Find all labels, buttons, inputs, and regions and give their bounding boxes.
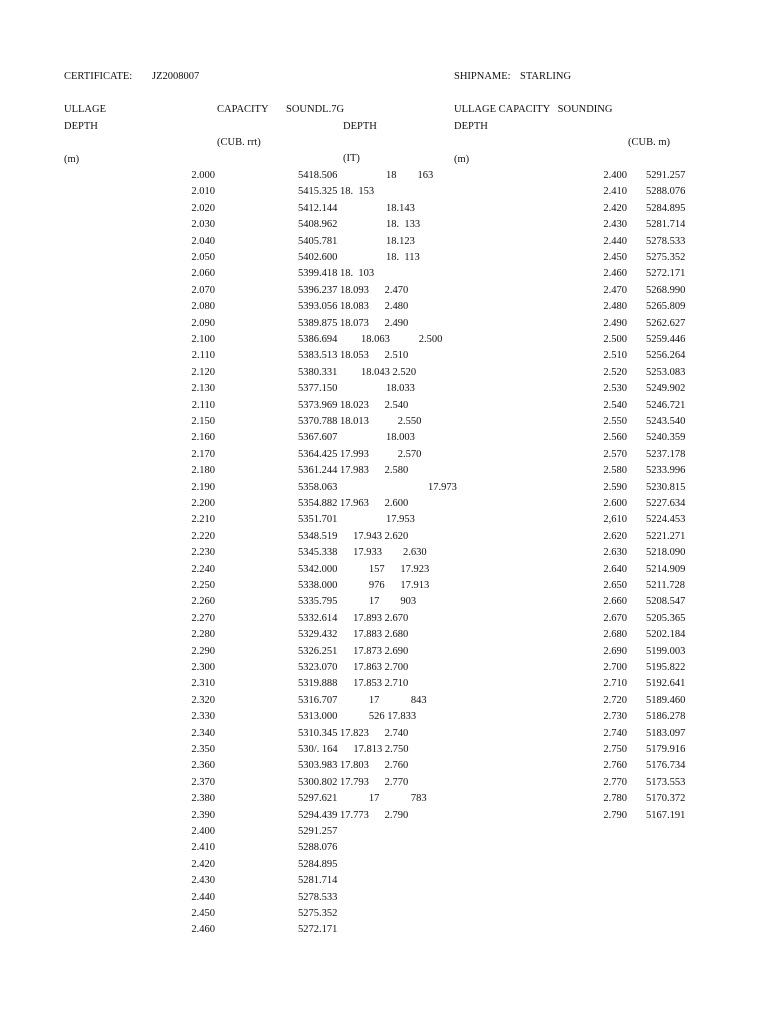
left-capacity-value: 5291.257 — [298, 826, 338, 837]
right-capacity-value: 5268.990 — [646, 284, 686, 296]
right-capacity-value: 5186.278 — [646, 711, 686, 723]
left-ullage-value: 2.110 — [191, 399, 215, 411]
right-ullage-value: 2.730 — [603, 711, 627, 723]
sounding-depth-header: DEPTH — [343, 121, 377, 132]
right-capacity-value: 5262.627 — [646, 317, 686, 329]
left-capacity-value: 5278.533 — [298, 891, 338, 903]
right-capacity-value: 5281.714 — [646, 219, 686, 231]
right-capacity-value: 5176.734 — [646, 760, 686, 772]
left-capacity-value: 5383.513 18.053 2.510 — [298, 350, 409, 362]
left-capacity-value: 5319.888 17.853 2.710 — [298, 678, 409, 690]
right-capacity-value: 5272.171 — [646, 268, 686, 280]
left-capacity-value: 5361.244 17.983 2.580 — [298, 465, 409, 477]
right-ullage-value: 2.490 — [603, 317, 627, 329]
right-capacity-value: 5253.083 — [646, 366, 686, 378]
left-ullage-value: 2.260 — [191, 596, 215, 608]
left-sounding-value: 18.033 — [386, 383, 415, 395]
left-ullage-value: 2.460 — [191, 924, 215, 936]
left-capacity-value: 5303.983 17.803 2.760 — [298, 760, 409, 772]
left-ullage-value: 2.000 — [191, 170, 215, 181]
right-ullage-value: 2.450 — [603, 252, 627, 263]
right-capacity-value: 5192.641 — [646, 678, 686, 690]
right-ullage-value: 2.400 — [603, 170, 627, 181]
right-capacity-value: 5288.076 — [646, 186, 686, 198]
left-ullage-value: 2.410 — [191, 842, 215, 854]
left-ullage-value: 2.200 — [191, 498, 215, 509]
left-ullage-value: 2.010 — [191, 186, 215, 198]
right-ullage-value: 2.680 — [603, 629, 627, 641]
right-ullage-value: 2.460 — [603, 268, 627, 280]
left-ullage-value: 2.390 — [191, 809, 215, 821]
right-ullage-value: 2.620 — [603, 530, 627, 542]
left-capacity-value: 5396.237 18.093 2.470 — [298, 284, 409, 296]
shipname-value: STARLING — [520, 71, 572, 82]
left-sounding-value: 18 163 — [386, 170, 434, 181]
right-ullage-value: 2.410 — [603, 186, 627, 198]
right-ullage-value: 2.760 — [603, 760, 627, 772]
right-ullage-value: 2.600 — [603, 498, 627, 509]
right-capacity-value: 5205.365 — [646, 612, 686, 624]
right-capacity-value: 5291.257 — [646, 170, 686, 181]
right-capacity-value: 5179.916 — [646, 744, 686, 755]
left-ullage-value: 2.160 — [191, 432, 215, 444]
certificate-number: JZ2008007 — [152, 71, 200, 82]
left-ullage-value: 2.450 — [191, 908, 215, 919]
left-capacity-value: 5354.882 17.963 2.600 — [298, 498, 409, 509]
left-sounding-value: 18.143 — [386, 202, 415, 214]
right-capacity-value: 5265.809 — [646, 301, 686, 313]
right-ullage-value: 2.560 — [603, 432, 627, 444]
left-capacity-value: 5281.714 — [298, 875, 338, 887]
left-ullage-value: 2.420 — [191, 858, 215, 870]
right-column-headers: ULLAGE CAPACITY SOUNDING — [454, 104, 613, 115]
right-capacity-value: 5237.178 — [646, 448, 686, 460]
left-ullage-value: 2.150 — [191, 416, 215, 427]
right-ullage-value: 2.420 — [603, 202, 627, 214]
left-capacity-value: 5358.063 — [298, 481, 338, 493]
left-capacity-value: 5412.144 — [298, 202, 338, 214]
left-sounding-value: 17.973 — [386, 481, 457, 493]
left-ullage-value: 2.340 — [191, 727, 215, 739]
right-ullage-value: 2.710 — [603, 678, 627, 690]
right-capacity-value: 5227.634 — [646, 498, 686, 509]
right-ullage-value: 2.440 — [603, 235, 627, 247]
left-ullage-value: 2.090 — [191, 317, 215, 329]
left-ullage-value: 2.270 — [191, 612, 215, 624]
left-capacity-value: 5310.345 17.823 2.740 — [298, 727, 409, 739]
left-ullage-value: 2.110 — [191, 350, 215, 362]
left-capacity-value: 5399.418 18. 103 — [298, 268, 375, 280]
right-ullage-value: 2.470 — [603, 284, 627, 296]
right-ullage-value: 2,610 — [603, 514, 627, 526]
left-ullage-value: 2.030 — [191, 219, 215, 231]
left-capacity-value: 5386.694 18.063 2.500 — [298, 334, 443, 345]
left-capacity-value: 5418.506 — [298, 170, 338, 181]
left-capacity-value: 5389.875 18.073 2.490 — [298, 317, 409, 329]
left-capacity-value: 5367.607 — [298, 432, 338, 444]
left-ullage-value: 2.280 — [191, 629, 215, 641]
right-capacity-value: 5278.533 — [646, 235, 686, 247]
left-capacity-value: 5415.325 18. 153 — [298, 186, 375, 198]
right-capacity-unit: (CUB. m) — [628, 137, 670, 148]
left-capacity-value: 5284.895 — [298, 858, 338, 870]
sounding-unit: (IT) — [343, 153, 360, 164]
left-capacity-value: 5338.000 976 17.913 — [298, 580, 430, 591]
left-capacity-value: 5300.802 17.793 2.770 — [298, 776, 409, 788]
capacity-header: CAPACITY — [217, 104, 269, 115]
left-sounding-value: 18. 133 — [386, 219, 421, 231]
left-capacity-value: 5408.962 — [298, 219, 338, 231]
right-capacity-value: 5189.460 — [646, 694, 686, 706]
left-ullage-value: 2.310 — [191, 678, 215, 690]
left-capacity-value: 5393.056 18.083 2.480 — [298, 301, 409, 313]
left-ullage-value: 2.350 — [191, 744, 215, 755]
right-depth-header: DEPTH — [454, 121, 488, 132]
right-capacity-value: 5221.271 — [646, 530, 686, 542]
left-capacity-value: 5348.519 17.943 2.620 — [298, 530, 409, 542]
left-ullage-value: 2.050 — [191, 252, 215, 263]
left-capacity-value: 5288.076 — [298, 842, 338, 854]
left-ullage-value: 2.330 — [191, 711, 215, 723]
left-capacity-value: 5373.969 18.023 2.540 — [298, 399, 409, 411]
right-capacity-value: 5208.547 — [646, 596, 686, 608]
right-ullage-value: 2.770 — [603, 776, 627, 788]
left-ullage-value: 2.120 — [191, 366, 215, 378]
left-ullage-value: 2.020 — [191, 202, 215, 214]
right-ullage-value: 2.750 — [603, 744, 627, 755]
left-ullage-value: 2.180 — [191, 465, 215, 477]
right-ullage-value: 2.780 — [603, 793, 627, 805]
left-capacity-value: 5364.425 17.993 2.570 — [298, 448, 422, 460]
right-ullage-value: 2.590 — [603, 481, 627, 493]
left-ullage-value: 2.130 — [191, 383, 215, 395]
right-capacity-value: 5233.996 — [646, 465, 686, 477]
right-ullage-value: 2.640 — [603, 563, 627, 575]
right-capacity-value: 5202.184 — [646, 629, 686, 641]
ullage-header: ULLAGE — [64, 104, 106, 115]
right-capacity-value: 5218.090 — [646, 547, 686, 559]
right-ullage-value: 2.480 — [603, 301, 627, 313]
left-capacity-value: 5405.781 — [298, 235, 338, 247]
left-ullage-value: 2.170 — [191, 448, 215, 460]
right-ullage-value: 2.540 — [603, 399, 627, 411]
left-capacity-value: 5380.331 18.043 2.520 — [298, 366, 417, 378]
right-ullage-value: 2.740 — [603, 727, 627, 739]
left-ullage-value: 2.360 — [191, 760, 215, 772]
left-capacity-value: 5342.000 157 17.923 — [298, 563, 430, 575]
ullage-depth-header: DEPTH — [64, 121, 98, 132]
right-capacity-value: 5246.721 — [646, 399, 686, 411]
left-ullage-value: 2.440 — [191, 891, 215, 903]
right-ullage-value: 2.530 — [603, 383, 627, 395]
left-capacity-value: 5326.251 17.873 2.690 — [298, 645, 409, 657]
left-capacity-value: 5272.171 — [298, 924, 338, 936]
left-sounding-value: 18. 113 — [386, 252, 420, 263]
left-ullage-value: 2.300 — [191, 662, 215, 673]
left-ullage-value: 2.070 — [191, 284, 215, 296]
left-ullage-value: 2.100 — [191, 334, 215, 345]
left-ullage-value: 2.290 — [191, 645, 215, 657]
left-capacity-value: 5335.795 17 903 — [298, 596, 417, 608]
left-capacity-value: 5332.614 17.893 2.670 — [298, 612, 409, 624]
right-ullage-value: 2.580 — [603, 465, 627, 477]
left-ullage-value: 2.240 — [191, 563, 215, 575]
left-capacity-value: 5294.439 17.773 2.790 — [298, 809, 409, 821]
left-ullage-value: 2.370 — [191, 776, 215, 788]
right-capacity-value: 5173.553 — [646, 776, 686, 788]
left-sounding-value: 18.003 — [386, 432, 415, 444]
right-depth-unit: (m) — [454, 154, 470, 165]
left-capacity-value: 5402.600 — [298, 252, 338, 263]
left-capacity-value: 5316.707 17 843 — [298, 694, 427, 706]
right-ullage-value: 2.650 — [603, 580, 627, 591]
right-capacity-value: 5240.359 — [646, 432, 686, 444]
left-sounding-value: 17.953 — [386, 514, 415, 526]
right-ullage-value: 2.790 — [603, 809, 627, 821]
left-capacity-value: 5297.621 17 783 — [298, 793, 427, 805]
shipname-label: SHIPNAME: — [454, 71, 511, 82]
capacity-unit: (CUB. rrt) — [217, 137, 261, 148]
right-ullage-value: 2.700 — [603, 662, 627, 673]
left-ullage-value: 2.320 — [191, 694, 215, 706]
right-capacity-value: 5167.191 — [646, 809, 686, 821]
right-capacity-value: 5284.895 — [646, 202, 686, 214]
left-ullage-value: 2.040 — [191, 235, 215, 247]
left-capacity-value: 530/. 164 17.813 2.750 — [298, 744, 409, 755]
right-capacity-value: 5259.446 — [646, 334, 686, 345]
right-ullage-value: 2.670 — [603, 612, 627, 624]
left-ullage-value: 2.190 — [191, 481, 215, 493]
left-ullage-value: 2.210 — [191, 514, 215, 526]
right-ullage-value: 2.520 — [603, 366, 627, 378]
right-capacity-value: 5230.815 — [646, 481, 686, 493]
left-ullage-value: 2.250 — [191, 580, 215, 591]
right-capacity-value: 5256.264 — [646, 350, 686, 362]
left-capacity-value: 5313.000 526 17.833 — [298, 711, 417, 723]
right-ullage-value: 2.720 — [603, 694, 627, 706]
left-capacity-value: 5351.701 — [298, 514, 338, 526]
left-ullage-value: 2.220 — [191, 530, 215, 542]
left-capacity-value: 5377.150 — [298, 383, 338, 395]
right-ullage-value: 2.430 — [603, 219, 627, 231]
right-capacity-value: 5183.097 — [646, 727, 686, 739]
right-capacity-value: 5243.540 — [646, 416, 686, 427]
left-sounding-value: 18.123 — [386, 235, 415, 247]
right-ullage-value: 2.570 — [603, 448, 627, 460]
right-capacity-value: 5170.372 — [646, 793, 686, 805]
left-capacity-value: 5275.352 — [298, 908, 338, 919]
left-ullage-value: 2.400 — [191, 826, 215, 837]
right-ullage-value: 2.660 — [603, 596, 627, 608]
left-capacity-value: 5329.432 17.883 2.680 — [298, 629, 409, 641]
left-capacity-value: 5323.070 17.863 2.700 — [298, 662, 409, 673]
left-capacity-value: 5345.338 17.933 2.630 — [298, 547, 427, 559]
right-capacity-value: 5211.728 — [646, 580, 685, 591]
left-ullage-value: 2.230 — [191, 547, 215, 559]
left-ullage-value: 2.380 — [191, 793, 215, 805]
right-capacity-value: 5224.453 — [646, 514, 686, 526]
right-capacity-value: 5275.352 — [646, 252, 686, 263]
right-capacity-value: 5249.902 — [646, 383, 686, 395]
right-ullage-value: 2.510 — [603, 350, 627, 362]
left-ullage-value: 2.060 — [191, 268, 215, 280]
ullage-unit: (m) — [64, 154, 80, 165]
right-ullage-value: 2.500 — [603, 334, 627, 345]
certificate-label: CERTIFICATE: — [64, 71, 133, 82]
left-ullage-value: 2.430 — [191, 875, 215, 887]
right-capacity-value: 5214.909 — [646, 563, 686, 575]
left-capacity-value: 5370.788 18.013 2.550 — [298, 416, 422, 427]
right-capacity-value: 5195.822 — [646, 662, 686, 673]
right-ullage-value: 2.550 — [603, 416, 627, 427]
right-ullage-value: 2.630 — [603, 547, 627, 559]
sounding-header: SOUNDL.7G — [286, 104, 345, 115]
right-capacity-value: 5199.003 — [646, 645, 686, 657]
left-ullage-value: 2.080 — [191, 301, 215, 313]
right-ullage-value: 2.690 — [603, 645, 627, 657]
